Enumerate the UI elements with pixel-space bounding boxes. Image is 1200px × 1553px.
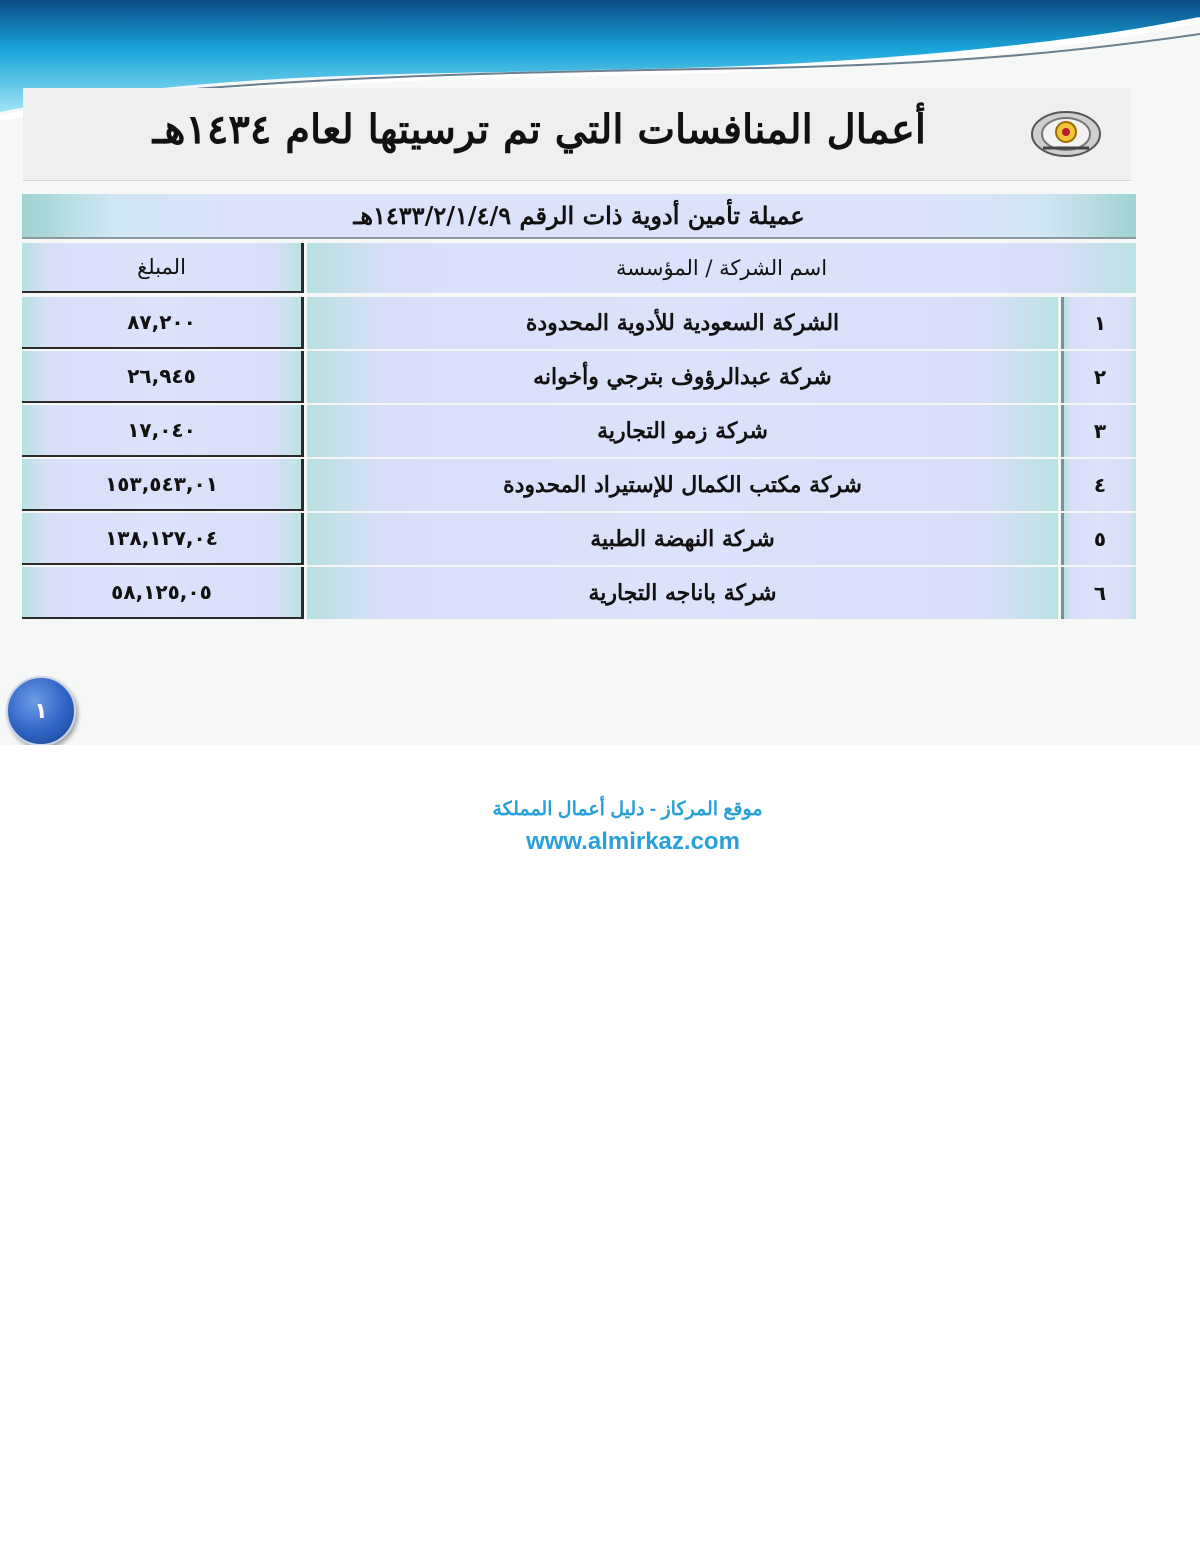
page-title: أعمال المنافسات التي تم ترسيتها لعام ١٤٣٤هـ (152, 106, 926, 153)
title-bar (23, 88, 1131, 181)
row-company-name: شركة النهضة الطبية (307, 513, 1058, 565)
row-amount: ٥٨,١٢٥,٠٥ (22, 567, 304, 619)
row-amount: ١٥٣,٥٤٣,٠١ (22, 459, 304, 511)
footer-url-link[interactable]: www.almirkaz.com (526, 828, 740, 855)
row-company-name: شركة باناجه التجارية (307, 567, 1058, 619)
row-number: ٤ (1061, 459, 1136, 511)
row-number: ٢ (1061, 351, 1136, 403)
row-number: ١ (1061, 297, 1136, 349)
row-amount: ٢٦,٩٤٥ (22, 351, 304, 403)
emblem-logo-icon (1029, 108, 1103, 160)
slide (0, 0, 1200, 745)
name-header: اسم الشركة / المؤسسة (307, 243, 1136, 293)
footer-site-name[interactable]: موقع المركاز - دليل أعمال المملكة (492, 799, 763, 820)
row-number: ٥ (1061, 513, 1136, 565)
row-number: ٦ (1061, 567, 1136, 619)
row-amount: ١٧,٠٤٠ (22, 405, 304, 457)
row-company-name: شركة عبدالرؤوف بترجي وأخوانه (307, 351, 1058, 403)
row-company-name: الشركة السعودية للأدوية المحدودة (307, 297, 1058, 349)
row-amount: ٨٧,٢٠٠ (22, 297, 304, 349)
amount-header: المبلغ (22, 243, 304, 293)
row-company-name: شركة مكتب الكمال للإستيراد المحدودة (307, 459, 1058, 511)
row-amount: ١٣٨,١٢٧,٠٤ (22, 513, 304, 565)
operation-title: عميلة تأمين أدوية ذات الرقم ١٤٣٣/٢/١/٤/٩هـ (22, 194, 1136, 239)
row-number: ٣ (1061, 405, 1136, 457)
page-number-badge: ١ (6, 676, 76, 745)
row-company-name: شركة زمو التجارية (307, 405, 1058, 457)
